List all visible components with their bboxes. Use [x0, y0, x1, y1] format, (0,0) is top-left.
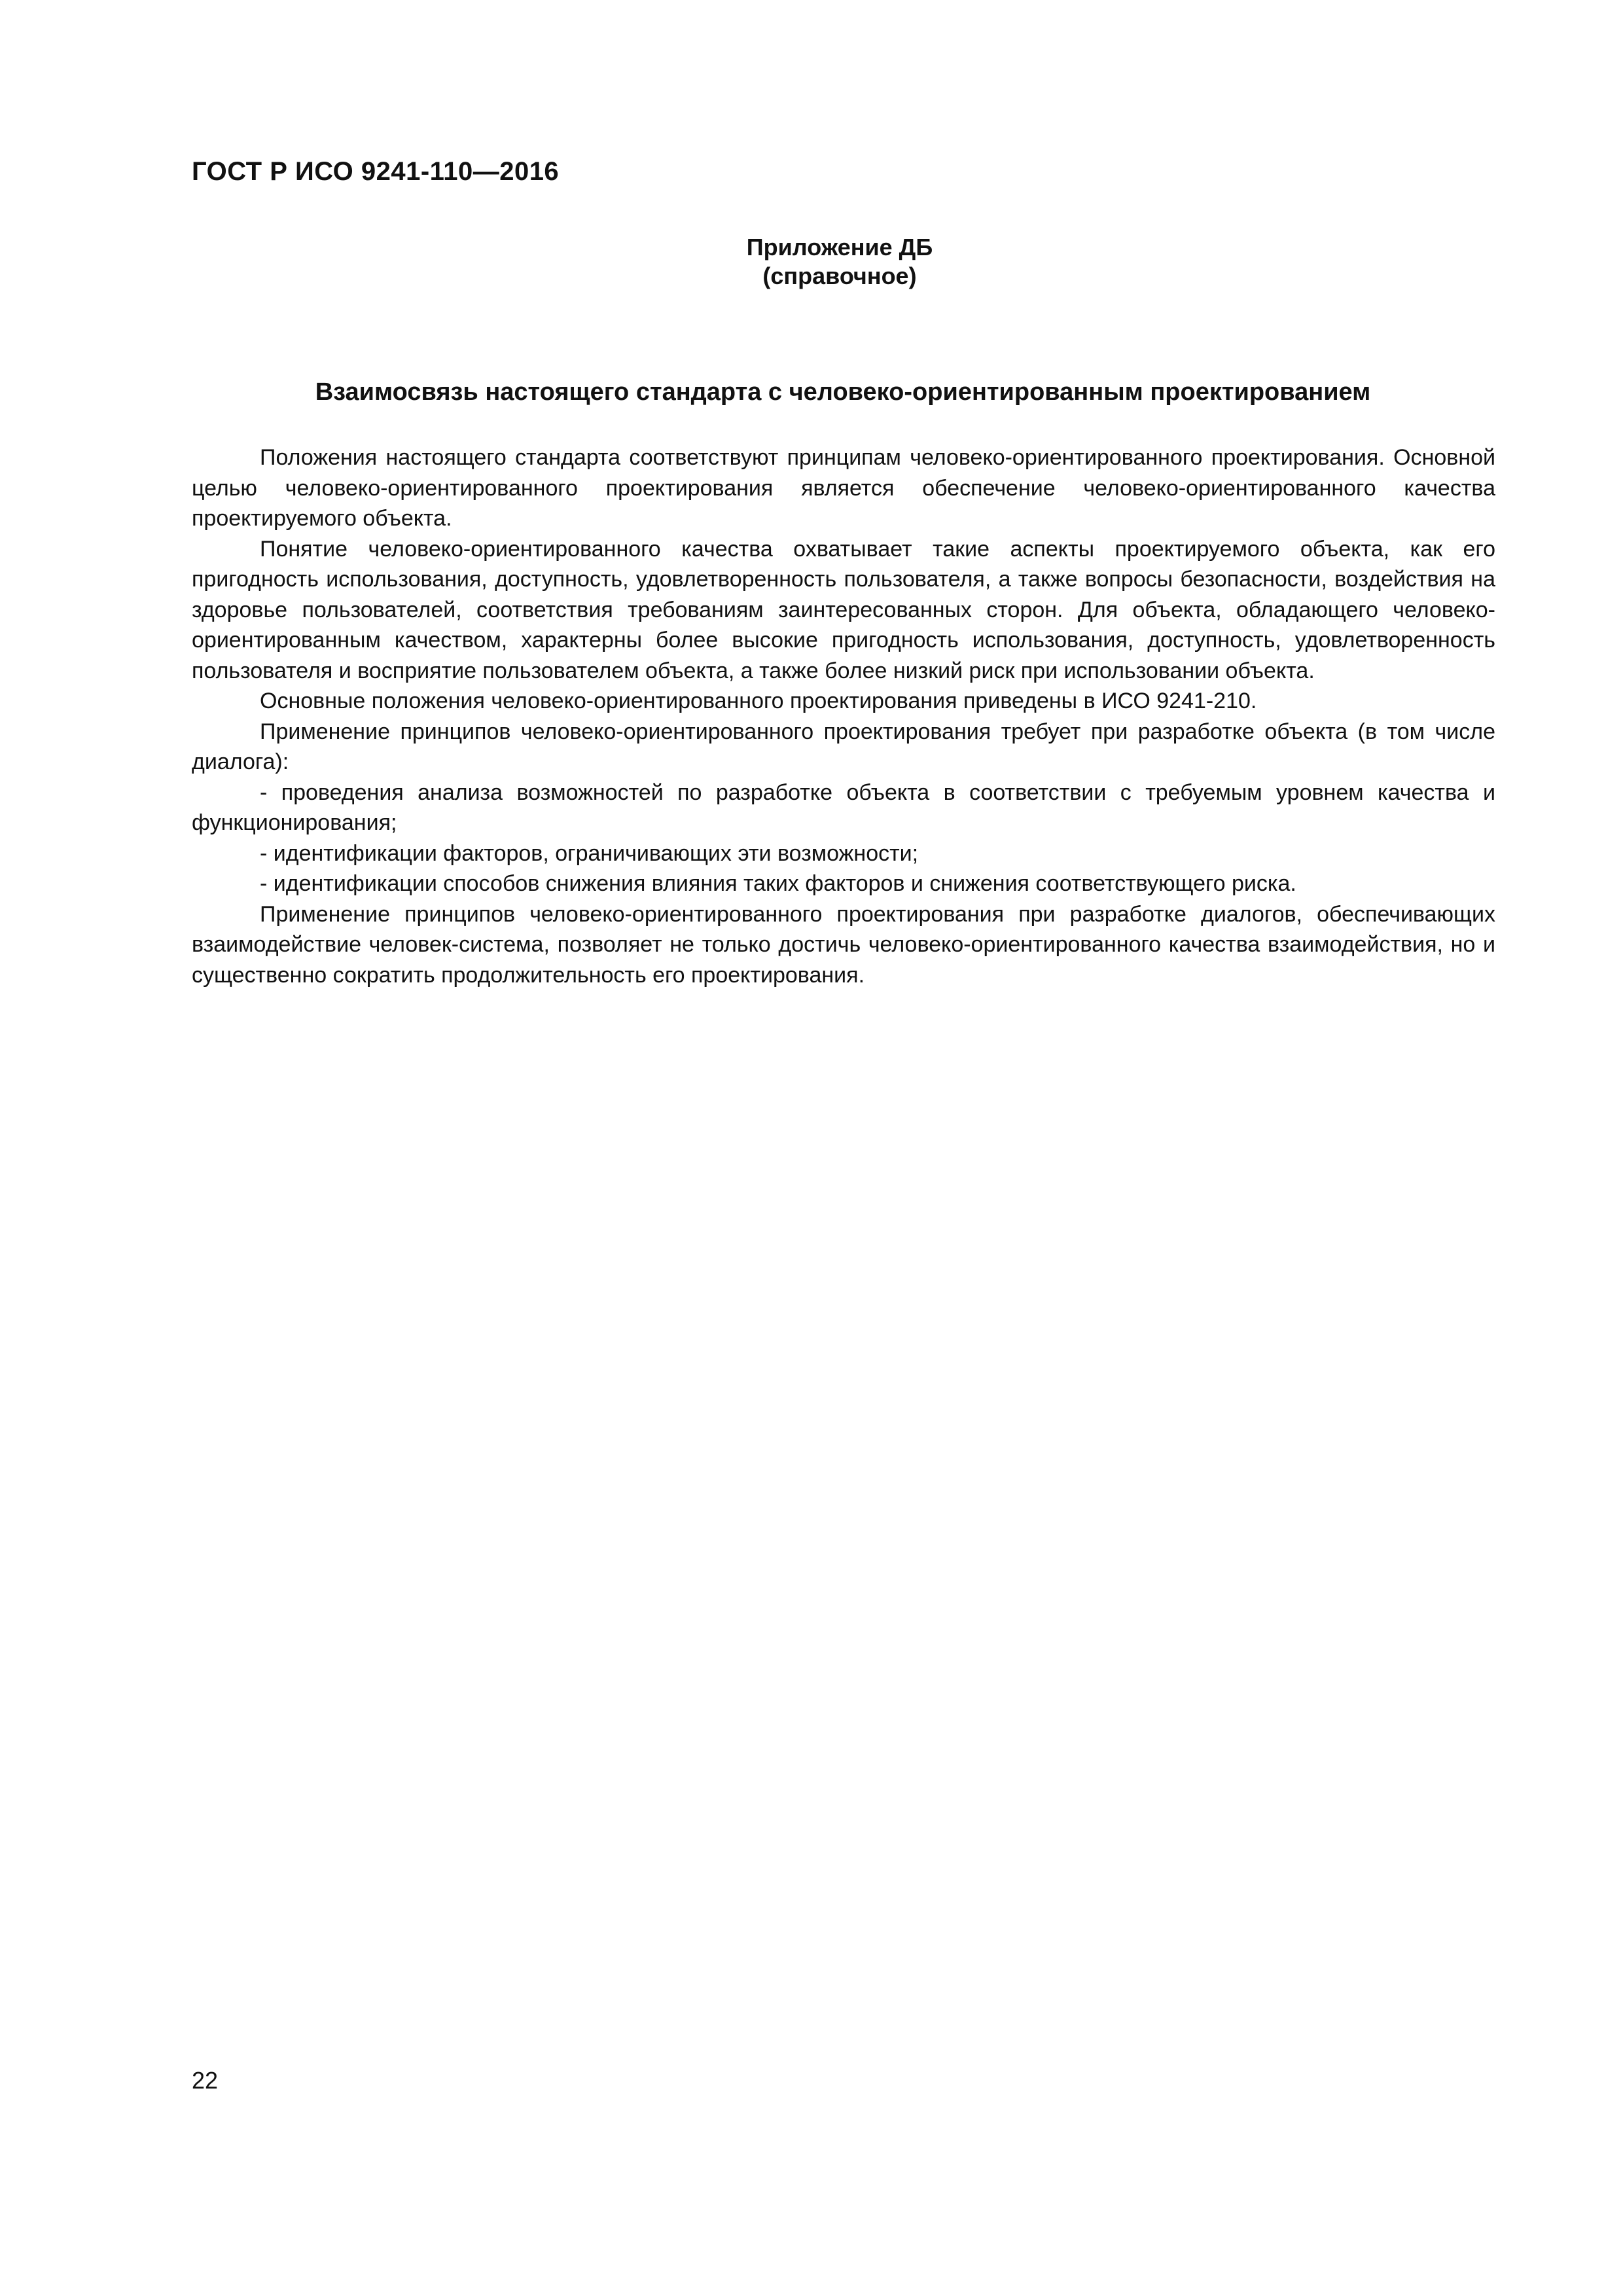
body-text [192, 442, 1495, 990]
list-item: - проведения анализа возможностей по разработке объекта в соответствии с требуемым уровнем качества и функционирования; [192, 780, 1495, 835]
page-number: 22 [192, 2067, 219, 2094]
list-item: - идентификации способов снижения влияния таких факторов и снижения соответствующего риска. [260, 871, 1296, 896]
paragraph: Положения настоящего стандарта соответствуют принципам человеко-ориентированного проектирования. Основной целью человеко-ориентированного проектирования является обеспечение человеко-ориентированного качества проектируемого объекта. [192, 445, 1495, 531]
paragraph: Применение принципов человеко-ориентированного проектирования требует при разработке объекта (в том числе диалога): [192, 719, 1495, 774]
list-item: - идентификации факторов, ограничивающих эти возможности; [260, 840, 919, 866]
appendix-title: Приложение ДБ [746, 234, 933, 260]
paragraph: Понятие человеко-ориентированного качества охватывает такие аспекты проектируемого объекта, как его пригодность использования, доступность, удовлетворенность пользователя, а также вопросы безопасности, воздействия на здоровье пользователей, соответствия требованиям заинтересованных сторон. Для объекта, обладающего человеко-ориентированным качеством, характерны более высокие пригодность использования, доступность, удовлетворенность пользователя и восприятие пользователем объекта, а также более низкий риск при использовании объекта. [192, 536, 1495, 683]
section-heading: Взаимосвязь настоящего стандарта с человеко-ориентированным проектированием [315, 378, 1371, 406]
paragraph: Применение принципов человеко-ориентированного проектирования при разработке диалогов, обеспечивающих взаимодействие человек-система, позволяет не только достичь человеко-ориентированного качества взаимодействия, но и существенно сократить продолжительность его проектирования. [192, 901, 1495, 988]
paragraph: Основные положения человеко-ориентированного проектирования приведены в ИСО 9241-210. [260, 689, 1257, 713]
appendix-subtitle: (справочное) [762, 262, 917, 289]
document-code: ГОСТ Р ИСО 9241-110—2016 [192, 157, 560, 186]
